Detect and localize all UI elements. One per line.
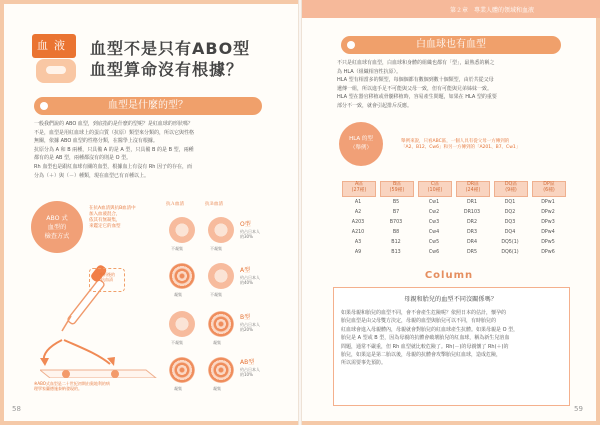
abo-method-label: ABO 式 血型的 檢查方式	[44, 214, 70, 240]
hla-value: B12	[391, 240, 401, 245]
hla-example-circle	[339, 122, 383, 166]
hla-value: DPw1	[541, 200, 555, 205]
paragraph-line: 不是，血型是用紅血球上的蛋白質（抗原）類型來分類的，所以它與性格	[34, 129, 195, 136]
column-line: 所以需要事先預防。	[341, 360, 387, 367]
section-heading-text: 血型是什麼的型？	[108, 100, 188, 111]
blood-type-share: 約占日本人 的30%	[240, 229, 260, 239]
paragraph-line: 都有的是 AB 型，兩種都沒有的則是 O 型。	[34, 155, 132, 162]
hla-column-a	[344, 198, 372, 258]
hla-value: DQ2	[504, 210, 516, 215]
hla-value: DQ4	[504, 230, 516, 235]
hla-table-head-b: B區 (59種)	[380, 181, 414, 197]
column-line: 胎兒是 A 型或 B 型，因為母親的抗體會破壞胎兒的紅血球，稱為新生兒溶血	[341, 335, 510, 342]
slide-sample-right	[111, 370, 119, 378]
column-line: 如果母親和胎兒的血型不同，會不會產生危險呢？依照日本的估計，懷孕的	[341, 310, 507, 316]
paragraph-line: HLA 型有相當多的類型，每個個都有數個到數十個類型，由於共從父母	[337, 77, 494, 84]
capsule-icon	[36, 59, 76, 83]
blood-sample-ab-anti-a	[169, 357, 195, 383]
paragraph-line: 部分不一致，就會引起排斥反應。	[337, 102, 413, 109]
hla-column-dp	[534, 198, 562, 258]
reaction-label: 不凝集	[210, 246, 222, 251]
blood-type-name: AB型	[240, 359, 255, 366]
paragraph-line: 分為（＋）與（－）種類，現在血型已有百種以上。	[34, 172, 150, 179]
column-head-anti-b: 抗Ｂ血清	[205, 202, 223, 207]
hla-value: DR4	[466, 240, 478, 245]
hla-value: Cw3	[428, 220, 440, 225]
hla-value: A2	[354, 210, 362, 215]
section-heading-white-cells	[341, 36, 561, 54]
blood-type-share: 約占日本人 的40%	[240, 275, 260, 285]
blood-sample-o-anti-a	[169, 217, 195, 243]
column-paragraph	[341, 309, 561, 368]
section-heading-blood-type	[34, 97, 262, 115]
hla-table-head-a: A區 (27種)	[342, 181, 376, 197]
hla-value: Cw5	[428, 240, 440, 245]
page-number-right: 59	[574, 405, 583, 413]
hla-paragraph	[337, 59, 567, 111]
column-line: 胎兒血型是由父母雙方決定，母親的血型與胎兒可以不同，有時胎兒的	[341, 318, 497, 325]
paragraph-line: 無關，依據 ABO 血型的性格分類，在醫學上沒有根據。	[34, 138, 158, 145]
hla-column-dq	[496, 198, 524, 258]
hla-table-head-dq: DQ區 (9種)	[494, 181, 528, 197]
column-line: 紅血球會進入母親體內，母親就會對胎兒的紅血球產生抗體。如果母親是 O 型，	[341, 326, 519, 333]
bottom-note: ※ABO式血型是二十世紀初期由奧地利的病 理學家蘭德施泰納發現的。	[34, 381, 110, 391]
hla-value: B13	[391, 250, 401, 255]
arrow-to-right-sample	[64, 340, 110, 364]
abo-method-circle	[31, 201, 83, 253]
slide-sample-left	[62, 370, 70, 378]
title-line-2: 血型算命沒有根據？	[90, 60, 244, 79]
blood-sample-ab-anti-b	[208, 357, 234, 383]
antiserum-label-box	[89, 268, 125, 292]
blood-type-name: O型	[240, 221, 251, 228]
column-label: Column	[424, 270, 474, 281]
hla-table-head-c: C區 (10種)	[418, 181, 452, 197]
blood-sample-a-anti-b	[208, 263, 234, 289]
hla-value: A203	[351, 220, 365, 225]
hla-value: DR103	[463, 210, 481, 215]
hla-value: DPw6	[541, 250, 555, 255]
blood-type-name: A型	[240, 267, 251, 274]
hla-value: DPw5	[541, 240, 555, 245]
hla-value: A1	[354, 200, 362, 205]
column-line: 問題，通常不嚴重，但 Rh 血型就比較危險了。Rh(－)的母親懷了 Rh(＋)的	[341, 343, 509, 350]
column-question: 母親和胎兒的血型不同沒關係嗎？	[404, 296, 497, 303]
reaction-label: 不凝集	[171, 340, 183, 345]
glass-slide-icon	[40, 370, 156, 378]
hla-table-head-dr: DR區 (24種)	[456, 181, 490, 197]
method-description: 在抗A血清與抗B血清中 加入血液混合， 依其有無凝集， 來鑑定它的血型	[89, 206, 136, 229]
hla-value: DR1	[466, 200, 478, 205]
paragraph-line: 遺傳一組，所以進手足不可能與父母一致，但有可能與兄弟姊妹一致。	[337, 85, 493, 92]
hla-value: A3	[354, 240, 362, 245]
right-page	[302, 0, 600, 425]
left-page	[0, 0, 298, 425]
column-head-anti-a: 抗Ａ血清	[166, 202, 184, 207]
blood-type-share: 約占日本人 的10%	[240, 367, 260, 377]
paragraph-line: 一般我們說的 ABO 血型，到底指的是什麼的型呢？是紅血球的形狀嗎？	[34, 121, 193, 127]
hla-value: DQ5(1)	[501, 240, 519, 245]
blood-sample-b-anti-b	[208, 311, 234, 337]
blood-type-share: 約占日本人 的20%	[240, 322, 260, 332]
hla-value: B703	[389, 220, 403, 225]
hla-value: DR5	[466, 250, 478, 255]
hla-value: DQ3	[504, 220, 516, 225]
hla-value: Cw4	[428, 230, 440, 235]
bullet-icon	[347, 41, 355, 49]
arrow-head-left	[40, 358, 49, 366]
antiserum-label: 手術後的 抗血清	[99, 272, 115, 282]
blood-sample-b-anti-a	[169, 311, 195, 337]
blood-type-o-label	[240, 221, 260, 239]
paragraph-line: 抗原分為 A 和 B 兩種，只具備 A 的是 A 型，只具備 B 的是 B 型，兩種	[34, 146, 194, 153]
blood-sample-a-anti-a	[169, 263, 195, 289]
hla-value: Cw1	[428, 200, 440, 205]
hla-value: Cw2	[428, 210, 440, 215]
blood-type-ab-label	[240, 359, 260, 377]
hla-value: DR3	[466, 230, 478, 235]
blood-type-a-label	[240, 267, 260, 285]
hla-value: B5	[392, 200, 400, 205]
reaction-label: 凝集	[213, 386, 221, 391]
hla-value: A9	[354, 250, 362, 255]
paragraph-line: 不只是紅血球有血型，白血球和身體的組織也都有「型」，最熟悉的稱之	[337, 60, 495, 66]
intro-paragraph	[34, 120, 264, 180]
page-title	[90, 38, 250, 80]
topic-tag: 血液	[32, 34, 76, 58]
hla-value: DR2	[466, 220, 478, 225]
hla-value: B8	[392, 230, 400, 235]
hla-value: DQ6(1)	[501, 250, 519, 255]
title-line-1: 血型不是只有ABO型	[90, 39, 251, 58]
page-number-left: 58	[12, 405, 21, 413]
blood-sample-o-anti-b	[208, 217, 234, 243]
hla-value: DPw4	[541, 230, 555, 235]
blood-type-b-label	[240, 314, 260, 332]
section-heading-text: 白血球也有血型	[416, 39, 486, 50]
paragraph-line: Rh 血型也是跟紅血球有關的血型，根據血上有沒有 Rh 因子的存在，而	[34, 163, 193, 170]
hla-value: DQ1	[504, 200, 516, 205]
bullet-icon	[40, 102, 48, 110]
reaction-label: 凝集	[213, 340, 221, 345]
hla-column-c	[420, 198, 448, 258]
hla-value: B7	[392, 210, 400, 215]
hla-value: DPw3	[541, 220, 555, 225]
reaction-label: 不凝集	[210, 292, 222, 297]
hla-value: A210	[351, 230, 365, 235]
blood-type-name: B型	[240, 314, 251, 321]
hla-column-b	[382, 198, 410, 258]
hla-example-label: HLA 的型 （舉例）	[349, 136, 373, 151]
column-line: 胎兒，如果這是第二胎以後，母親的抗體會攻擊胎兒紅血球，造成危險，	[341, 352, 502, 359]
reaction-label: 不凝集	[171, 246, 183, 251]
chapter-title: 第２章 專業人體的領域和血液	[450, 7, 535, 14]
hla-column-dr	[458, 198, 486, 258]
hla-table-head-dp: DP區 (6種)	[532, 181, 566, 197]
hla-value: Cw6	[428, 250, 440, 255]
reaction-label: 凝集	[174, 386, 182, 391]
paragraph-line: HLA 型在器官移植或骨髓移植時，容易產生問題，如果在 HLA 型的重要	[337, 94, 497, 101]
hla-example-description: 舉例來說，只看ABC區，一個人具有從父母一方傳到的 「A2、B12、Cw6」和另一方傳到的「A201、B7、Cw1」	[401, 139, 521, 150]
paragraph-line: 為 HLA（組織相容性抗原）。	[337, 68, 402, 75]
hla-value: DPw2	[541, 210, 555, 215]
reaction-label: 凝集	[174, 292, 182, 297]
